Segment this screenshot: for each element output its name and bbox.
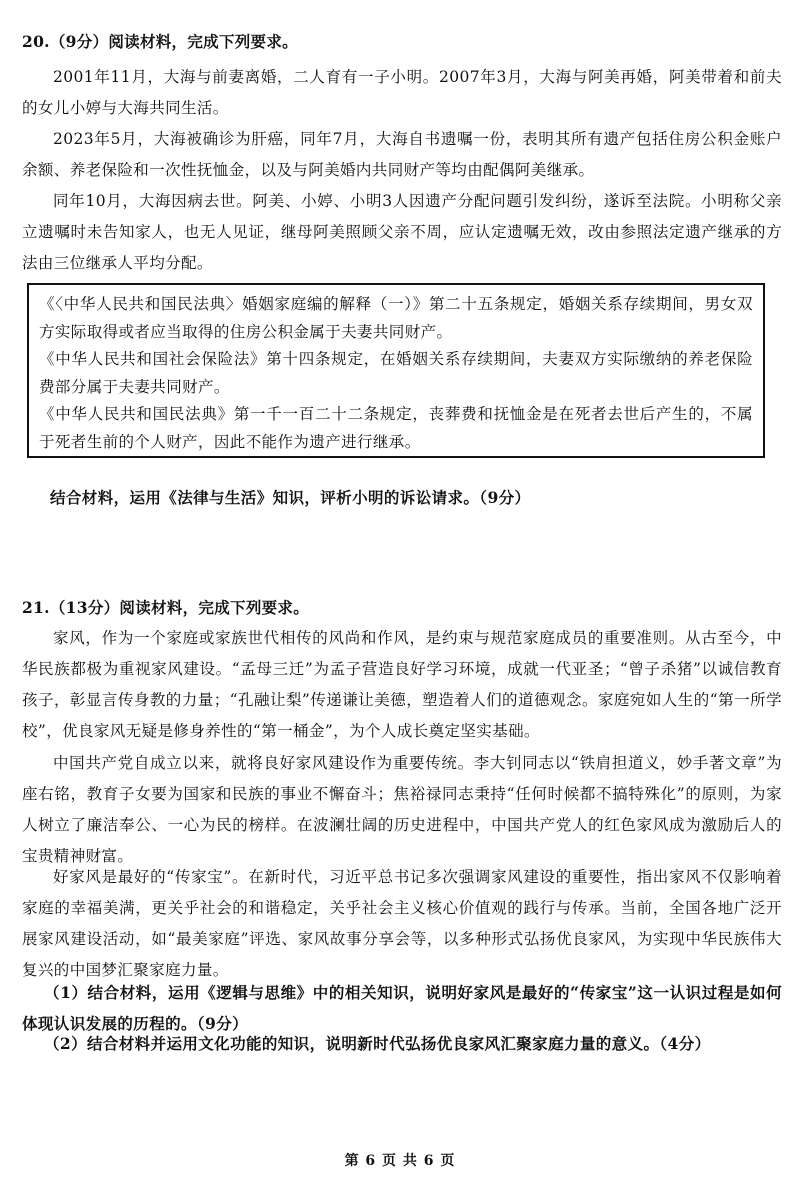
q20-paragraph-1: 2001年11月，大海与前妻离婚，二人育有一子小明。2007年3月，大海与阿美再婚，阿美带着和前夫的女儿小婷与大海共同生活。 xyxy=(22,68,782,117)
page-number: 第 6 页 共 6 页 xyxy=(344,1153,456,1169)
q20-paragraph-2: 2023年5月，大海被确诊为肝癌，同年7月，大海自书遗嘱一份，表明其所有遗产包括住房公积金账户余额、养老保险和一次性抚恤金，以及与阿美婚内共同财产等均由配偶阿美继承。 xyxy=(22,130,782,179)
q20-task: 结合材料，运用《法律与生活》知识，评析小明的诉讼请求。（9分） xyxy=(50,488,531,507)
law-excerpt-2: 《中华人民共和国社会保险法》第十四条规定，在婚姻关系存续期间，夫妻双方实际缴纳的养老保险费部分属于夫妻共同财产。 xyxy=(39,350,753,396)
q21-paragraph-1: 家风，作为一个家庭或家族世代相传的风尚和作风，是约束与规范家庭成员的重要准则。从古至今，中华民族都极为重视家风建设。“孟母三迁”为孟子营造良好学习环境，成就一代亚圣；“曾子杀猪”以诚信教育孩子，彰显言传身教的力量；“孔融让梨”传递谦让美德，塑造着人们的道德观念。家庭宛如人生的“第一所学校”，优良家风无疑是修身养性的“第一桶金”，为个人成长奠定坚实基础。 xyxy=(22,629,782,740)
law-excerpt-1: 《〈中华人民共和国民法典〉婚姻家庭编的解释（一）》第二十五条规定，婚姻关系存续期间，男女双方实际取得或者应当取得的住房公积金属于夫妻共同财产。 xyxy=(39,295,753,341)
q21-paragraph-3: 好家风是最好的“传家宝”。在新时代，习近平总书记多次强调家风建设的重要性，指出家风不仅影响着家庭的幸福美满，更关乎社会的和谐稳定，关乎社会主义核心价值观的践行与传承。当前，全国各地广泛开展家风建设活动，如“最美家庭”评选、家风故事分享会等，以多种形式弘扬优良家风，为实现中华民族伟大复兴的中国梦汇聚家庭力量。 xyxy=(22,868,782,979)
law-excerpt-3: 《中华人民共和国民法典》第一千一百二十二条规定，丧葬费和抚恤金是在死者去世后产生的，不属于死者生前的个人财产，因此不能作为遗产进行继承。 xyxy=(39,405,753,451)
law-excerpt-box xyxy=(27,283,765,458)
q21-subquestion-1: （1）结合材料，运用《逻辑与思维》中的相关知识，说明好家风是最好的“传家宝”这一认识过程是如何体现认识发展的历程的。（9分） xyxy=(22,983,782,1033)
q20-paragraph-3: 同年10月，大海因病去世。阿美、小婷、小明3人因遗产分配问题引发纠纷，遂诉至法院。小明称父亲立遗嘱时未告知家人，也无人见证，继母阿美照顾父亲不周，应认定遗嘱无效，改由参照法定遗产继承的方法由三位继承人平均分配。 xyxy=(22,192,782,272)
q21-subquestion-2: （2）结合材料并运用文化功能的知识，说明新时代弘扬优良家风汇聚家庭力量的意义。（4分） xyxy=(44,1034,711,1053)
q21-title: 21.（13分）阅读材料，完成下列要求。 xyxy=(22,598,310,617)
q20-title: 20.（9分）阅读材料，完成下列要求。 xyxy=(22,32,298,51)
q21-paragraph-2: 中国共产党自成立以来，就将良好家风建设作为重要传统。李大钊同志以“铁肩担道义，妙手著文章”为座右铭，教育子女要为国家和民族的事业不懈奋斗；焦裕禄同志秉持“任何时候都不搞特殊化”的原则，为家人树立了廉洁奉公、一心为民的榜样。在波澜壮阔的历史进程中，中国共产党人的红色家风成为激励后人的宝贵精神财富。 xyxy=(22,754,782,865)
